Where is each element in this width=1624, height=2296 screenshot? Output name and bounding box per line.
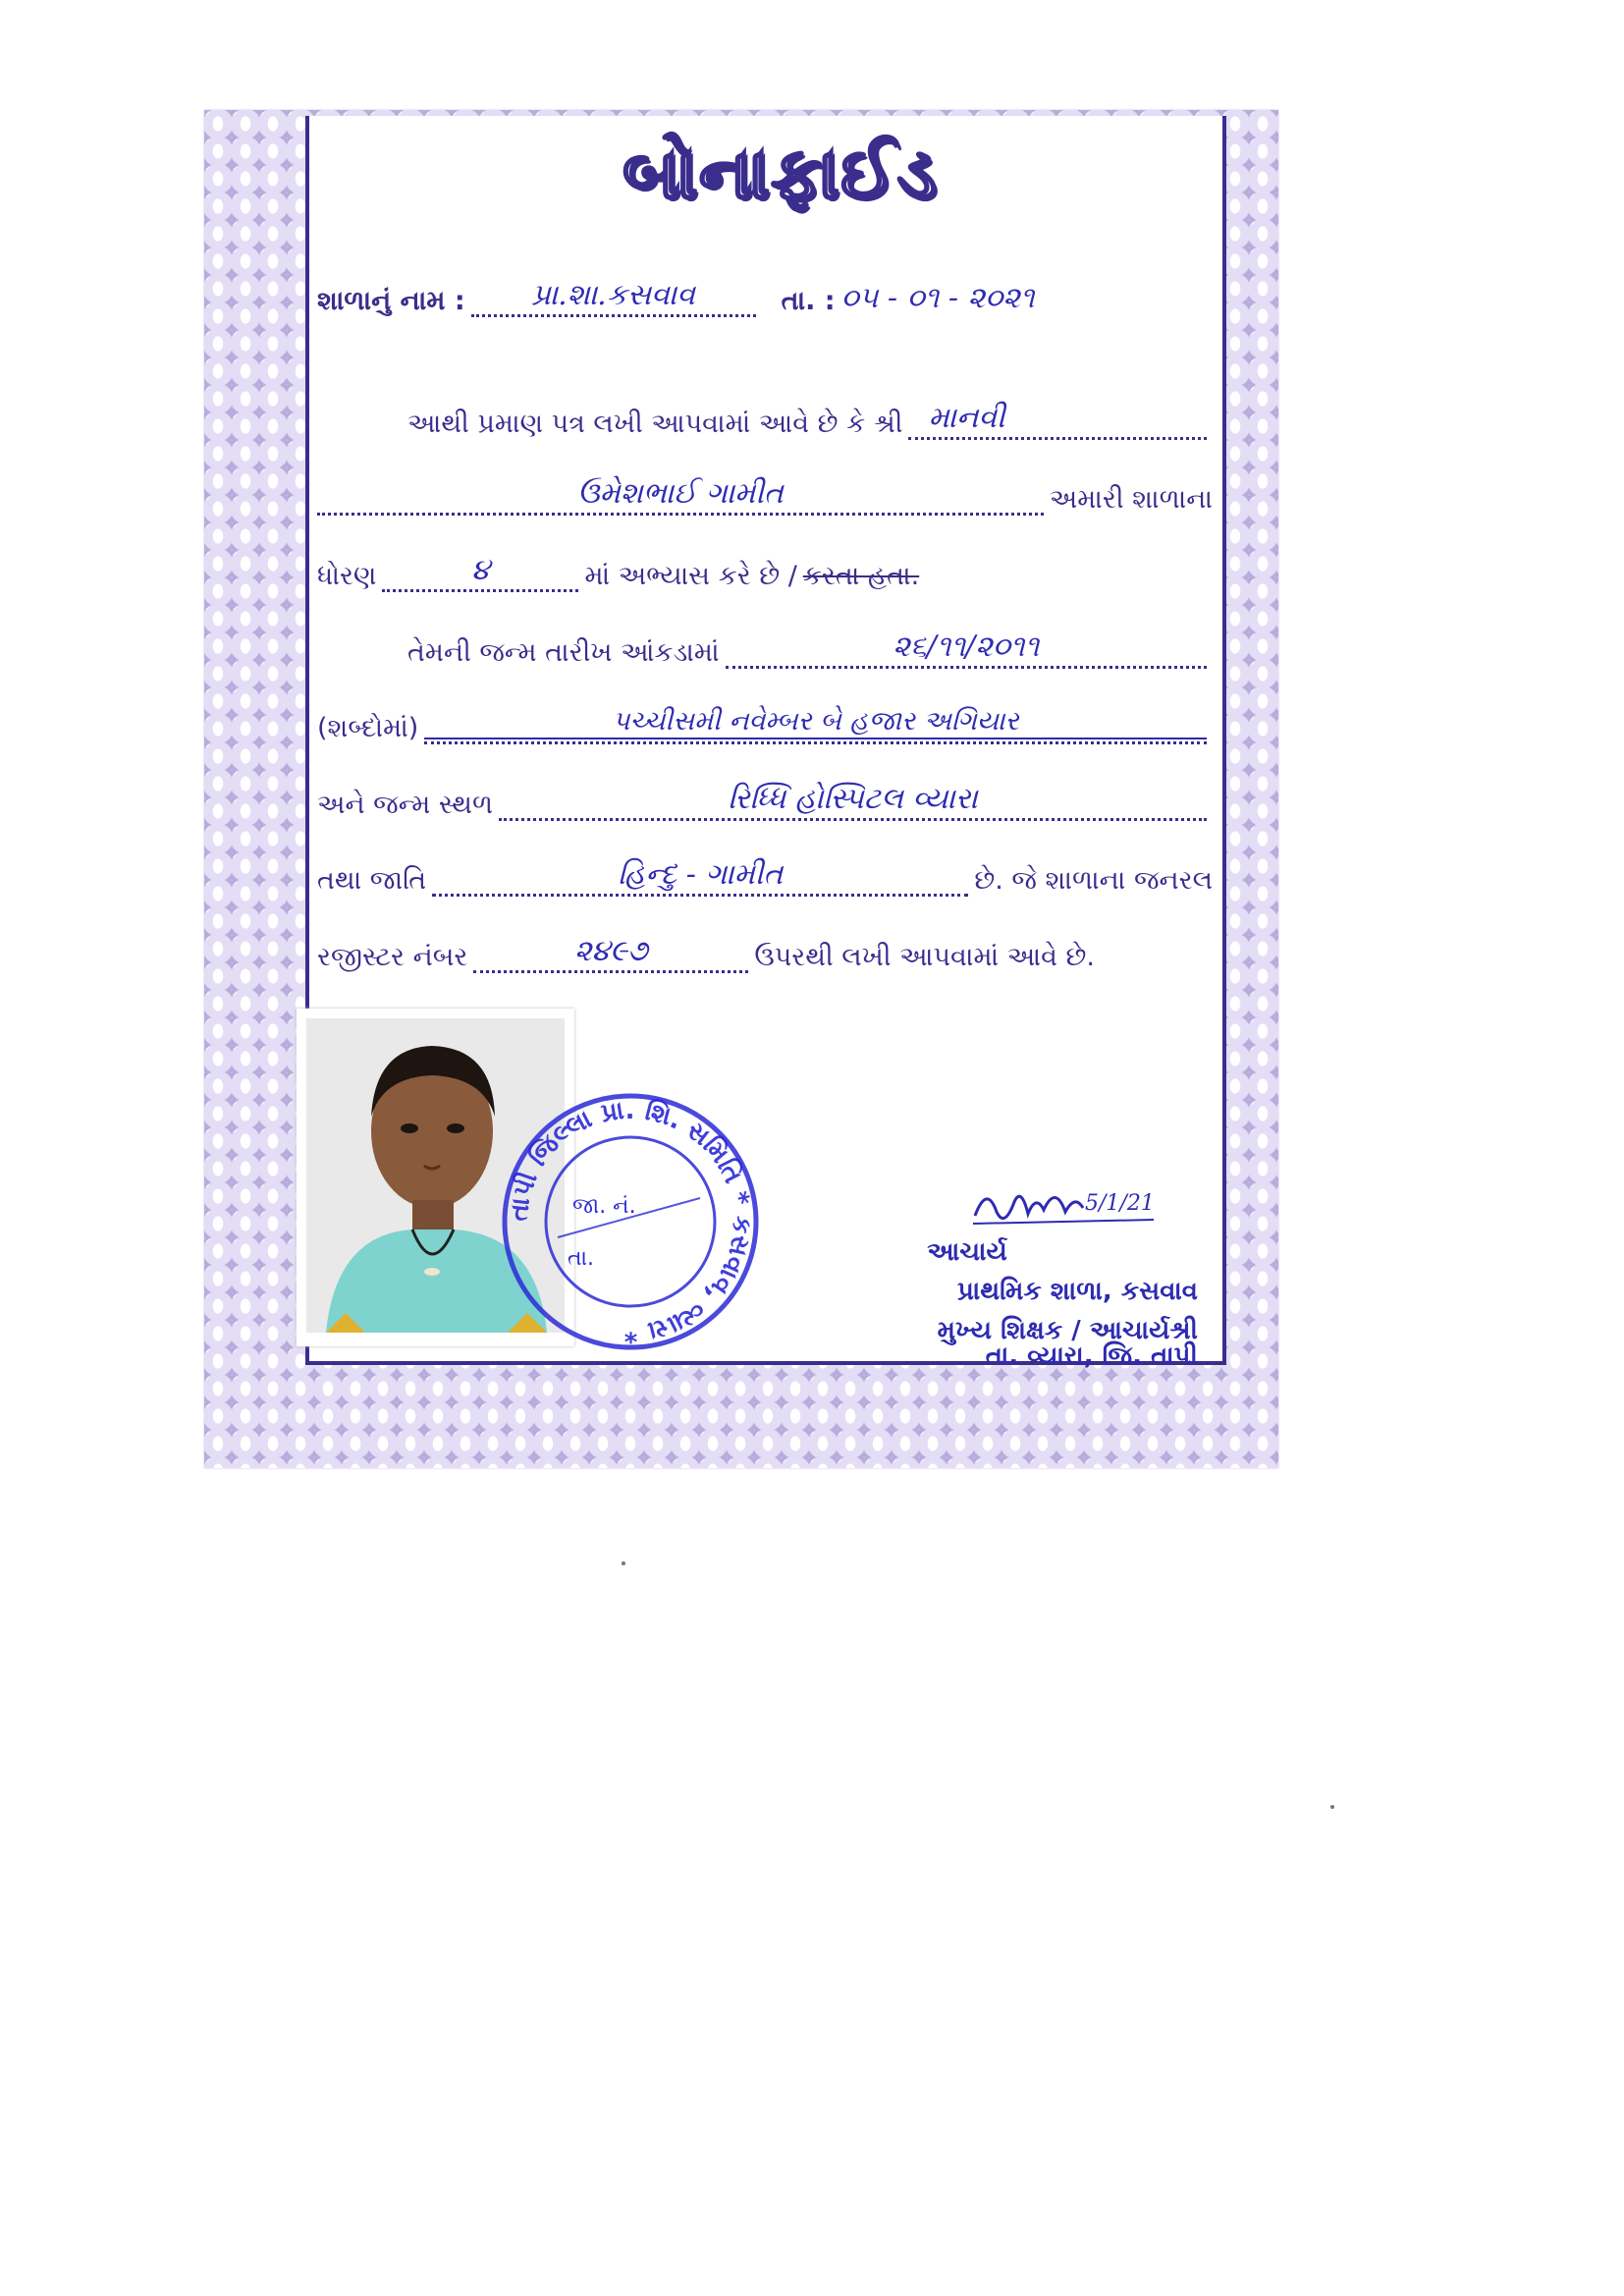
words-row bbox=[317, 706, 1213, 744]
certificate-title: બોનાફાઈડ bbox=[623, 132, 939, 214]
principal-signature bbox=[967, 1175, 1164, 1233]
caste-value: હિન્દુ - ગામીત bbox=[618, 857, 784, 892]
certify-row bbox=[407, 401, 1213, 440]
principal-school: પ્રાથમિક શાળા, કસવાવ bbox=[956, 1277, 1198, 1306]
our-school-text: અમારી શાળાના bbox=[1049, 484, 1213, 515]
scan-speck bbox=[1330, 1805, 1334, 1809]
birthplace-value: રિધ્ધિ હોસ્પિટલ વ્યારા bbox=[728, 782, 978, 816]
std-field bbox=[382, 553, 578, 592]
certify-text: આથી પ્રમાણ પત્ર લખી આપવામાં આવે છે કે શ્રી bbox=[407, 409, 903, 439]
std-label: ધોરણ bbox=[317, 561, 377, 591]
principal-address: તા. વ્યારા, જિ. તાપી bbox=[985, 1341, 1198, 1371]
principal-designation: મુખ્ય શિક્ષક / આચાર્યશ્રી bbox=[937, 1316, 1198, 1345]
birthplace-row bbox=[317, 782, 1213, 821]
birthdate-words: પચ્ચીસમી નવેમ્બર બે હજાર અગિયાર bbox=[424, 706, 1207, 739]
std-value: ૪ bbox=[471, 553, 490, 587]
name-row bbox=[317, 476, 1213, 516]
seal-ring-text: તાપી જિલ્લા પ્રા. શિ. સમિતિ * કસવાવ, વ્યારા * bbox=[504, 1095, 757, 1348]
scan-speck bbox=[622, 1561, 625, 1565]
school-seal bbox=[499, 1090, 762, 1353]
date-value: ૦૫ - ૦૧ - ૨૦૨૧ bbox=[840, 281, 1035, 315]
signature-date: 5/1/21 bbox=[1085, 1191, 1155, 1216]
date-label: તા. : bbox=[781, 286, 836, 316]
student-rest-name: ઉમેશભાઈ ગામીત bbox=[576, 476, 784, 511]
school-label: શાળાનું નામ : bbox=[317, 286, 465, 316]
register-value: ૨૪૯૭ bbox=[573, 934, 648, 968]
birthdate-value: ૨૬/૧૧/૨૦૧૧ bbox=[893, 629, 1040, 664]
school-row bbox=[317, 278, 1213, 317]
birthdate-field bbox=[726, 629, 1207, 669]
birthdate-words-field bbox=[424, 706, 1207, 744]
student-first-name-field bbox=[908, 401, 1207, 440]
caste-label: તથા જાતિ bbox=[317, 865, 427, 896]
birthplace-field bbox=[499, 782, 1207, 821]
student-first-name: માનવી bbox=[928, 401, 1005, 435]
student-name-field bbox=[317, 476, 1044, 516]
birthdate-row bbox=[407, 629, 1213, 669]
register-suffix: ઉપરથી લખી આપવામાં આવે છે. bbox=[754, 942, 1095, 972]
standard-row bbox=[317, 553, 1213, 592]
birthplace-label: અને જન્મ સ્થળ bbox=[317, 790, 494, 820]
principal-details bbox=[854, 1232, 1198, 1376]
register-row bbox=[317, 934, 1213, 973]
caste-suffix: છે. જે શાળાના જનરલ bbox=[974, 865, 1213, 896]
caste-row bbox=[317, 857, 1213, 897]
school-name: પ્રા.શા.કસવાવ bbox=[531, 278, 695, 312]
caste-field bbox=[432, 857, 968, 897]
date-field bbox=[840, 281, 1136, 317]
seal-line1: જા. નં. bbox=[572, 1194, 636, 1219]
studied-text: કરતા હતા. bbox=[802, 561, 920, 591]
register-field bbox=[473, 934, 748, 973]
register-label: રજીસ્ટર નંબર bbox=[317, 942, 468, 972]
principal-title: આચાર્ય bbox=[927, 1237, 1007, 1267]
studying-text: માં અભ્યાસ કરે છે / bbox=[584, 561, 797, 591]
school-field bbox=[471, 278, 756, 317]
birthdate-label: તેમની જન્મ તારીખ આંકડામાં bbox=[407, 637, 720, 668]
seal-line2: તા. bbox=[568, 1246, 594, 1271]
words-label: (શબ્દોમાં) bbox=[317, 713, 419, 743]
